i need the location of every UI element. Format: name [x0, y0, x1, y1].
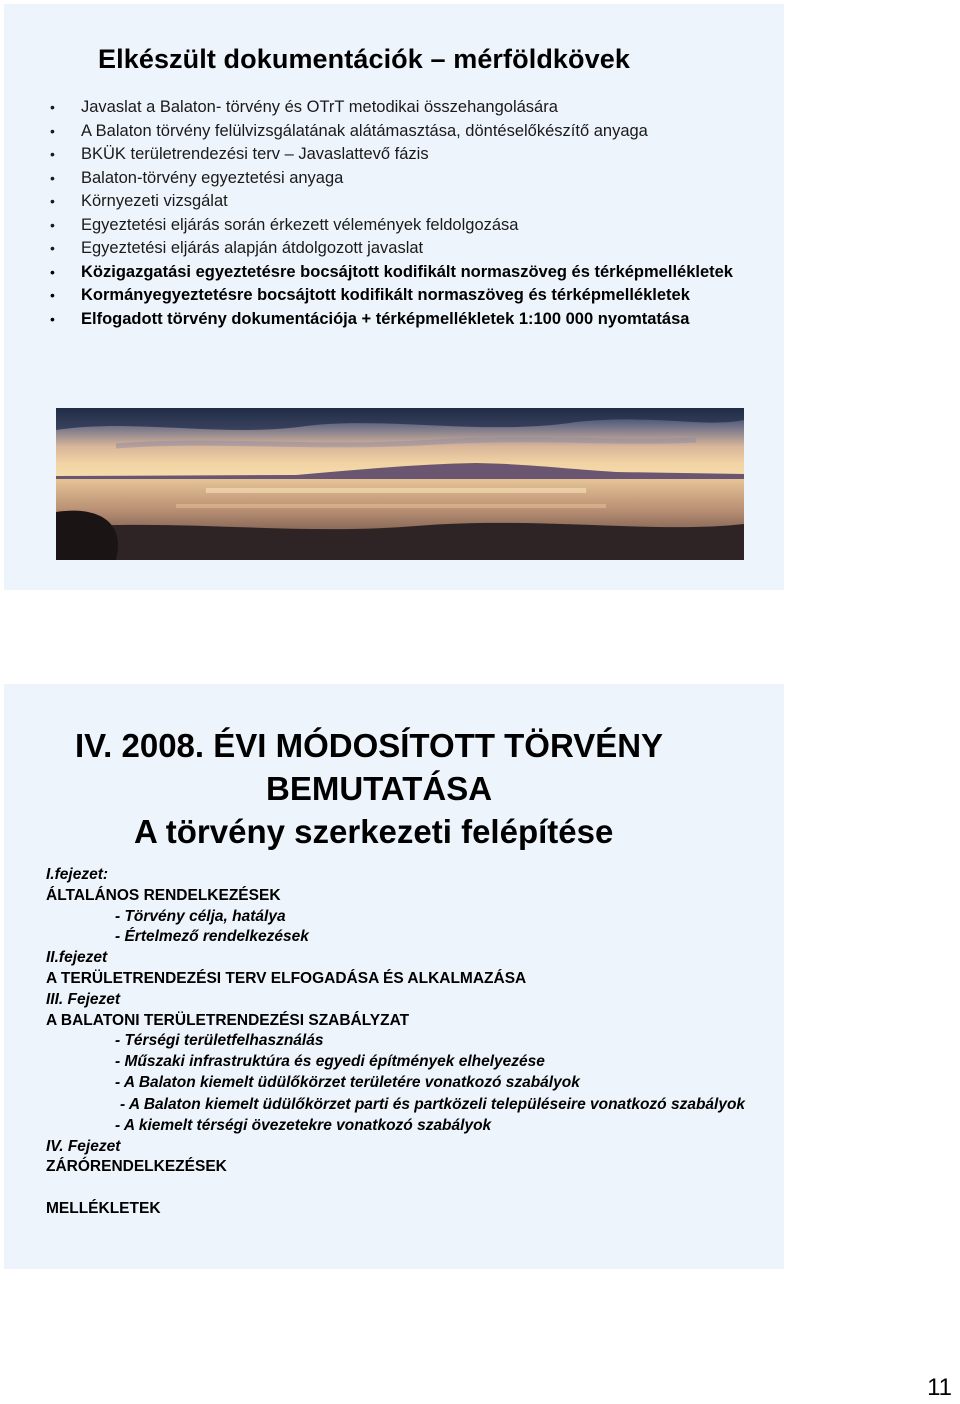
milestone-text: BKÜK területrendezési terv – Javaslattevő fázis [81, 145, 429, 163]
chapter-4-label: IV. Fejezet [46, 1137, 121, 1155]
chapter-2-title: A TERÜLETRENDEZÉSI TERV ELFOGADÁSA ÉS ALKALMAZÁSA [46, 969, 527, 987]
chapter-4-title: ZÁRÓRENDELKEZÉSEK [46, 1158, 227, 1176]
chapter-3-item: - Térségi területfelhasználás [115, 1032, 324, 1050]
chapter-2-label: II.fejezet [46, 949, 108, 967]
bullet-icon: • [50, 146, 55, 162]
slide-law-structure [4, 684, 784, 1269]
chapter-3-item: - A kiemelt térségi övezetekre vonatkozó szabályok [115, 1116, 492, 1134]
milestone-item [50, 217, 740, 235]
slide-milestones [4, 4, 784, 590]
milestone-item [50, 240, 740, 258]
chapter-3-item-text: - A Balaton kiemelt üdülőkörzet parti és partközeli településeire vonatkozó szabályok [120, 1095, 746, 1113]
bullet-icon: • [50, 169, 55, 186]
bullet-icon: • [50, 193, 55, 209]
bullet-icon: • [50, 287, 55, 303]
milestone-text: Kormányegyeztetésre bocsájtott kodifikált normaszöveg és térképmellékletek [81, 286, 690, 304]
bullet-icon: • [50, 310, 55, 327]
milestone-item [50, 146, 740, 164]
chapter-3-title: A BALATONI TERÜLETRENDEZÉSI SZABÁLYZAT [46, 1011, 410, 1029]
title-line-1: IV. 2008. ÉVI MÓDOSÍTOTT TÖRVÉNY [75, 727, 664, 764]
bullet-icon: • [50, 99, 55, 115]
chapter-3-item [46, 1096, 766, 1113]
lake-sunset-photo [56, 408, 744, 560]
milestone-list [50, 99, 740, 334]
slide-title: Elkészült dokumentációk – mérföldkövek [98, 44, 630, 74]
milestone-item [50, 311, 740, 329]
milestone-text: Egyeztetési eljárás során érkezett vélemények feldolgozása [81, 215, 519, 234]
milestone-item [50, 123, 740, 141]
chapter-3-item: - Műszaki infrastruktúra és egyedi építmények elhelyezése [115, 1053, 545, 1071]
chapter-1-title: ÁLTALÁNOS RENDELKEZÉSEK [46, 886, 281, 904]
milestone-item [50, 99, 740, 117]
milestone-text: Elfogadott törvény dokumentációja + térképmellékletek 1:100 000 nyomtatása [81, 309, 690, 328]
chapter-1-item: - Értelmező rendelkezések [115, 928, 309, 946]
annex-title: MELLÉKLETEK [46, 1200, 161, 1218]
title-line-2: BEMUTATÁSA [266, 770, 493, 807]
milestone-item [50, 193, 740, 211]
chapter-1-item: - Törvény célja, hatálya [115, 907, 286, 925]
milestone-text: Javaslat a Balaton- törvény és OTrT metodikai összehangolására [81, 98, 558, 116]
chapter-3-label: III. Fejezet [46, 990, 121, 1008]
chapter-3-item: - A Balaton kiemelt üdülőkörzet területére vonatkozó szabályok [115, 1073, 580, 1091]
milestone-item [50, 264, 740, 282]
milestone-item [50, 170, 740, 188]
milestone-text: Közigazgatási egyeztetésre bocsájtott kodifikált normaszöveg és térképmellékletek [81, 262, 733, 281]
page-number: 11 [927, 1374, 952, 1401]
chapter-1-label: I.fejezet: [46, 866, 109, 883]
bullet-icon: • [50, 263, 55, 280]
milestone-text: Környezeti vizsgálat [81, 192, 228, 210]
milestone-item [50, 287, 740, 305]
milestone-text: Balaton-törvény egyeztetési anyaga [81, 168, 344, 187]
milestone-text: Egyeztetési eljárás alapján átdolgozott javaslat [81, 239, 424, 257]
bullet-icon: • [50, 216, 55, 233]
spacer [46, 1178, 766, 1199]
slide-title [4, 724, 784, 853]
bullet-icon: • [50, 240, 55, 256]
title-line-3: A törvény szerkezeti felépítése [134, 813, 614, 850]
milestone-text: A Balaton törvény felülvizsgálatának alátámasztása, döntéselőkészítő anyaga [81, 121, 648, 140]
bullet-icon: • [50, 122, 55, 139]
chapter-outline [46, 865, 766, 1220]
